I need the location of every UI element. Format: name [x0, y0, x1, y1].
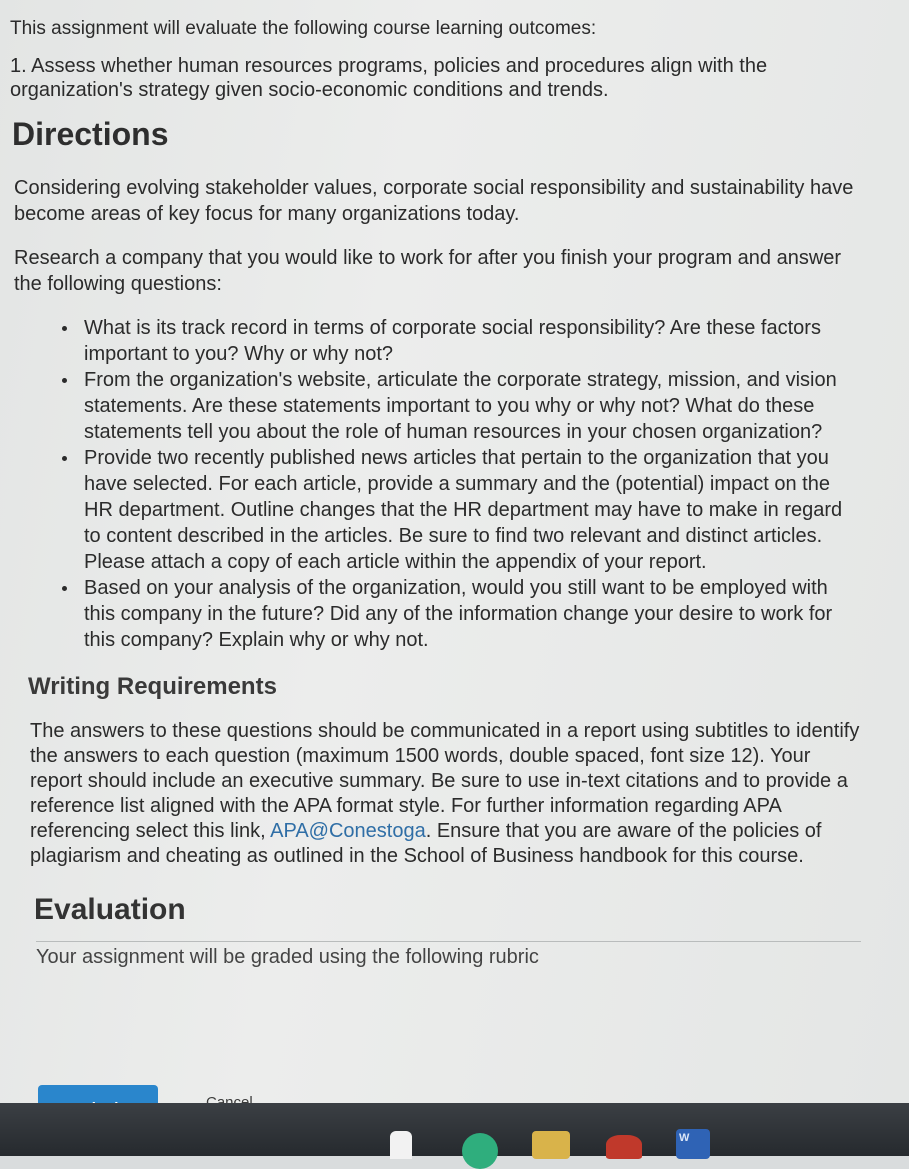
- app-icon[interactable]: [390, 1131, 412, 1159]
- browser-icon[interactable]: [462, 1133, 498, 1169]
- question-item: Provide two recently published news articles that pertain to the organization that you have selected. For each article, provide a summary and the (potential) impact on the HR department. Outline changes that the HR department may have to make in regard to content described in the articles. Be sure to find two relevant and distinct articles. Please attach a copy of each article within the appendix of your report.: [62, 445, 861, 575]
- app-red-icon[interactable]: [606, 1135, 642, 1159]
- writing-text-part1: The answers to these questions should be communicated in a report using subtitles to identify the answers to each question (maximum 1500 words, double spaced, font size 12). Your report should include an executive summary. Be sure to use in-text citations and to provide a reference list aligned with the APA format style. For further information regarding APA referencing select this link,: [30, 720, 860, 842]
- folder-icon[interactable]: [532, 1131, 570, 1159]
- word-icon[interactable]: W: [676, 1129, 710, 1159]
- taskbar: [0, 1103, 909, 1156]
- writing-requirements-heading: Writing Requirements: [28, 673, 277, 700]
- question-item: From the organization's website, articulate the corporate strategy, mission, and vision statements. Are these statements important to you why or why not? What do these statements tell you about the role of human resources in your chosen organization?: [62, 367, 861, 445]
- outcomes-heading: This assignment will evaluate the following course learning outcomes:: [10, 18, 597, 39]
- directions-heading: Directions: [12, 116, 169, 152]
- directions-intro: Considering evolving stakeholder values, corporate social responsibility and sustainability have become areas of key focus for many organizations today.: [14, 177, 854, 225]
- rubric-text: Your assignment will be graded using the following rubric: [36, 941, 861, 956]
- question-list: [10, 315, 861, 653]
- learning-outcome-item: 1. Assess whether human resources programs, policies and procedures align with the organization's strategy given socio-economic conditions and trends.: [10, 55, 768, 101]
- evaluation-heading: Evaluation: [34, 893, 186, 926]
- question-item: What is its track record in terms of corporate social responsibility? Are these factors important to you? Why or why not?: [62, 315, 861, 367]
- writing-text-part2: . Ensure that you are aware of the policies of plagiarism and cheating as outlined in the School of Business handbook for this course.: [30, 820, 822, 867]
- writing-requirements-text: [30, 719, 861, 869]
- directions-research: Research a company that you would like to work for after you finish your program and answer the following questions:: [14, 247, 842, 295]
- question-item: Based on your analysis of the organization, would you still want to be employed with this company in the future? Did any of the information change your desire to work for this company? Explain why or why not.: [62, 575, 861, 653]
- apa-conestoga-link[interactable]: APA@Conestoga: [270, 820, 426, 842]
